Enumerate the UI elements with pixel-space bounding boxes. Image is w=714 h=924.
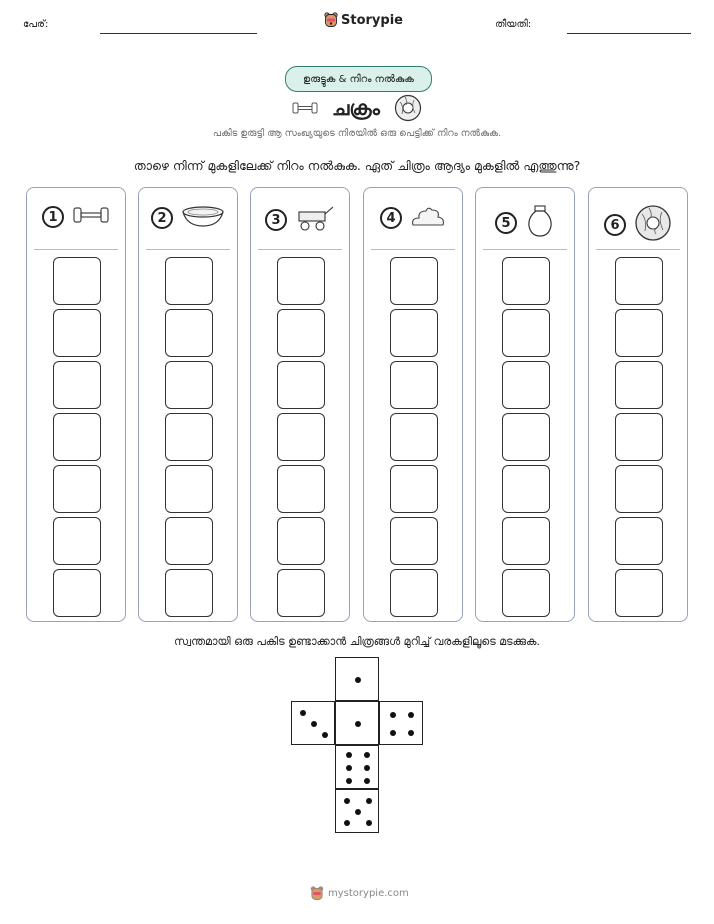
die-pip xyxy=(408,730,414,736)
color-box[interactable] xyxy=(615,569,663,617)
column-number: 3 xyxy=(265,209,287,231)
die-face-5 xyxy=(335,789,379,833)
die-pip xyxy=(355,809,361,815)
column-3 xyxy=(250,187,350,622)
color-box[interactable] xyxy=(277,569,325,617)
color-box[interactable] xyxy=(390,569,438,617)
color-box[interactable] xyxy=(502,517,550,565)
die-pip xyxy=(346,765,352,771)
divider xyxy=(483,249,567,250)
color-box[interactable] xyxy=(390,257,438,305)
column-header xyxy=(364,204,462,232)
column-number: 4 xyxy=(380,207,402,229)
color-box[interactable] xyxy=(53,257,101,305)
color-box[interactable] xyxy=(277,257,325,305)
divider xyxy=(34,249,118,250)
die-pip xyxy=(390,712,396,718)
wagon-icon xyxy=(295,204,335,236)
name-label: പേര്: xyxy=(23,19,49,30)
color-box[interactable] xyxy=(615,257,663,305)
die-pip xyxy=(390,730,396,736)
footer xyxy=(310,886,409,901)
bowl-icon xyxy=(181,204,225,232)
color-box[interactable] xyxy=(165,465,213,513)
column-4 xyxy=(363,187,463,622)
column-number: 1 xyxy=(42,206,64,228)
color-box[interactable] xyxy=(502,569,550,617)
color-box[interactable] xyxy=(277,465,325,513)
die-pip xyxy=(344,820,350,826)
die-pip xyxy=(364,765,370,771)
color-box[interactable] xyxy=(502,361,550,409)
question-text: താഴെ നിന്ന് മുകളിലേക്ക് നിറം നൽകുക. ഏത് ചിത്രം ആദ്യം മുകളിൽ എത്തുന്നു? xyxy=(133,158,581,173)
color-box[interactable] xyxy=(165,569,213,617)
vase-icon xyxy=(525,204,555,242)
column-number: 5 xyxy=(495,212,517,234)
divider xyxy=(146,249,230,250)
column-header xyxy=(27,204,125,230)
color-box[interactable] xyxy=(502,413,550,461)
die-instruction: സ്വന്തമായി ഒരു പകിട ഉണ്ടാക്കാൻ ചിത്രങ്ങൾ മുറിച്ച് വരകളിലൂടെ മടക്കുക. xyxy=(174,635,540,648)
dumbbell-icon xyxy=(292,100,318,116)
column-number: 6 xyxy=(604,214,626,236)
page-title: ചക്രം xyxy=(332,96,380,120)
bear-icon xyxy=(310,886,324,901)
color-box[interactable] xyxy=(502,257,550,305)
die-pip xyxy=(355,721,361,727)
color-box[interactable] xyxy=(502,465,550,513)
color-box[interactable] xyxy=(53,517,101,565)
color-box[interactable] xyxy=(615,309,663,357)
dumbbell-icon xyxy=(72,204,110,230)
wheel-icon xyxy=(634,204,672,246)
color-box[interactable] xyxy=(615,361,663,409)
name-field[interactable] xyxy=(100,33,257,34)
column-number: 2 xyxy=(151,207,173,229)
color-box[interactable] xyxy=(615,413,663,461)
activity-type-badge: ഉരുട്ടുക & നിറം നൽകുക xyxy=(285,66,432,92)
color-box[interactable] xyxy=(165,517,213,565)
color-box[interactable] xyxy=(53,413,101,461)
date-label: തീയതി: xyxy=(495,19,532,30)
color-box[interactable] xyxy=(53,309,101,357)
wheel-icon xyxy=(394,94,422,122)
subtitle: പകിട ഉരുട്ടി ആ സംഖ്യയുടെ നിരയിൽ ഒരു പെട്ടിക്ക് നിറം നൽകുക. xyxy=(212,128,502,139)
color-box[interactable] xyxy=(53,361,101,409)
die-pip xyxy=(300,710,306,716)
column-header xyxy=(476,204,574,242)
column-header xyxy=(251,204,349,236)
die-pip xyxy=(366,798,372,804)
color-box[interactable] xyxy=(390,309,438,357)
color-box[interactable] xyxy=(277,413,325,461)
die-pip xyxy=(322,732,328,738)
color-box[interactable] xyxy=(53,465,101,513)
die-pip xyxy=(311,721,317,727)
die-pip xyxy=(344,798,350,804)
brand-logo xyxy=(324,12,403,28)
color-box[interactable] xyxy=(165,257,213,305)
divider xyxy=(371,249,455,250)
die-pip xyxy=(408,712,414,718)
die-pip xyxy=(364,778,370,784)
bear-icon xyxy=(324,12,338,28)
die-face-4 xyxy=(379,701,423,745)
color-box[interactable] xyxy=(390,413,438,461)
die-pip xyxy=(366,820,372,826)
color-box[interactable] xyxy=(165,361,213,409)
column-header xyxy=(139,204,237,232)
column-header xyxy=(589,204,687,246)
color-box[interactable] xyxy=(277,517,325,565)
column-5 xyxy=(475,187,575,622)
divider xyxy=(258,249,342,250)
die-face-3 xyxy=(291,701,335,745)
color-box[interactable] xyxy=(277,361,325,409)
color-box[interactable] xyxy=(390,465,438,513)
cream-icon xyxy=(410,204,446,232)
color-box[interactable] xyxy=(615,465,663,513)
column-2 xyxy=(138,187,238,622)
die-pip xyxy=(346,778,352,784)
die-pip xyxy=(346,752,352,758)
divider xyxy=(596,249,680,250)
die-pip xyxy=(355,677,361,683)
color-box[interactable] xyxy=(390,517,438,565)
color-box[interactable] xyxy=(277,309,325,357)
color-box[interactable] xyxy=(165,413,213,461)
die-face-6 xyxy=(335,745,379,789)
column-6 xyxy=(588,187,688,622)
die-face-1 xyxy=(335,701,379,745)
die-pip xyxy=(364,752,370,758)
color-box[interactable] xyxy=(165,309,213,357)
color-box[interactable] xyxy=(53,569,101,617)
color-box[interactable] xyxy=(615,517,663,565)
footer-url[interactable]: mystorypie.com xyxy=(328,888,409,899)
die-face-1 xyxy=(335,657,379,701)
brand-name: Storypie xyxy=(341,12,403,28)
color-box[interactable] xyxy=(390,361,438,409)
date-field[interactable] xyxy=(567,33,691,34)
column-1 xyxy=(26,187,126,622)
color-box[interactable] xyxy=(502,309,550,357)
